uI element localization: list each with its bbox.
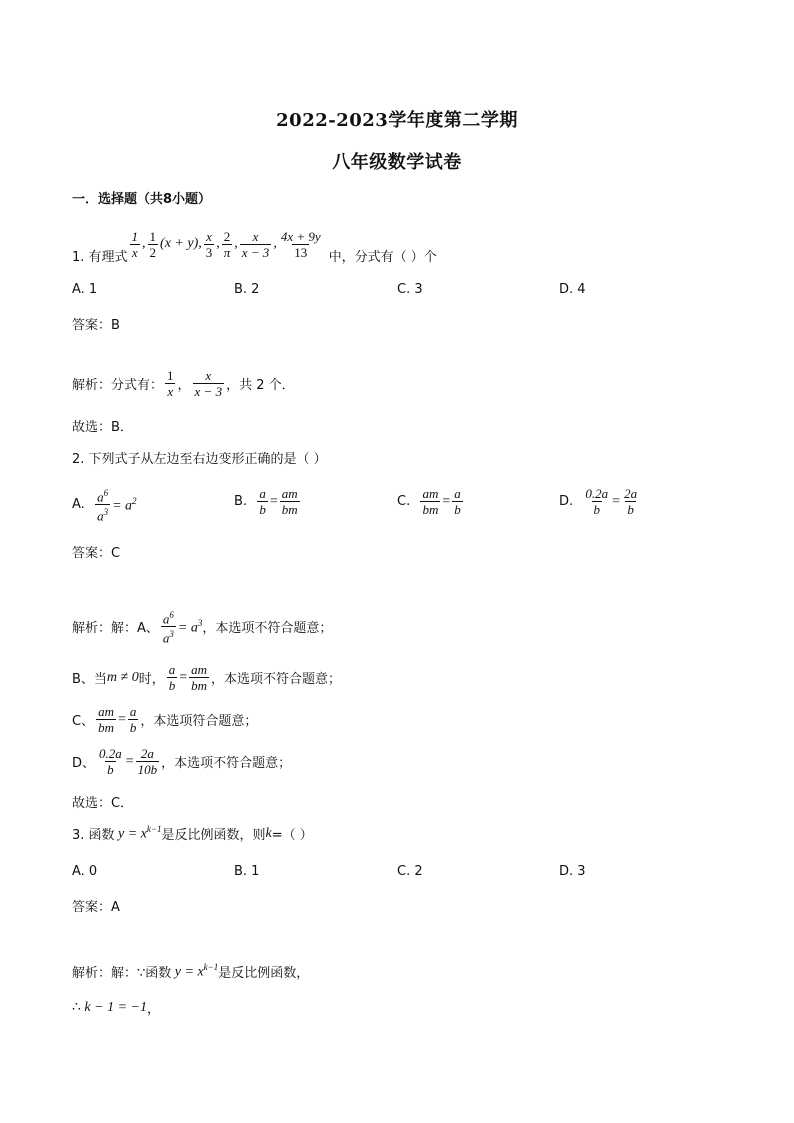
q2-analysis-a: 解析：解：A、 $\frac{a^6}{a^3}$ = $a^3$ ，本选项不符合题意； — [72, 610, 333, 646]
question-1-stem: 1. 有理式 $\frac{1}{x}$ , $\frac{1}{2}$ (x + y), $\frac{x}{3}$ , $\frac{2}{\pi}$ , $\frac{x}{x - 3}$ , $\frac{4x + 9y}{13}$ 中，分式有（ ）个 — [72, 228, 437, 265]
q2-analysis-d: D、 $\frac{0.2a}{b}$ = $\frac{2a}{10b}$ ，本选项不符合题意； — [72, 746, 292, 777]
q3-option-a[interactable]: A. 0 — [72, 864, 98, 879]
q1-option-d[interactable]: D. 4 — [559, 282, 586, 297]
math-fraction: $\frac{x}{3}$ — [205, 228, 213, 260]
math-fraction: $\frac{1}{x}$ — [131, 228, 139, 260]
math-fraction: $\frac{x}{x - 3}$ — [194, 368, 223, 399]
q3-option-c[interactable]: C. 2 — [397, 864, 423, 879]
q2-choose: 故选：C． — [72, 796, 134, 811]
q2-option-b[interactable]: B. $\frac{a}{b}$ = $\frac{am}{bm}$ — [234, 486, 298, 517]
q3-answer: 答案：A — [72, 900, 120, 915]
q3-therefore: ∴ k − 1 = −1 ， — [72, 999, 160, 1017]
q2-answer: 答案：C — [72, 546, 121, 561]
math-fraction: $\frac{1}{2}$ — [149, 228, 157, 260]
q2-analysis-c: C、 $\frac{am}{bm}$ = $\frac{a}{b}$ ，本选项符合题意； — [72, 704, 258, 735]
q1-option-a[interactable]: A. 1 — [72, 282, 98, 297]
q2-analysis-b: B、当 m ≠ 0 时， $\frac{a}{b}$ = $\frac{am}{bm}$ ，本选项不符合题意； — [72, 662, 342, 693]
q1-answer: 答案：B — [72, 318, 120, 333]
page-title: 2022-2023学年度第二学期 — [276, 110, 518, 131]
math-fraction: $\frac{1}{x}$ — [167, 368, 174, 399]
q3-option-b[interactable]: B. 1 — [234, 864, 260, 879]
q3-option-d[interactable]: D. 3 — [559, 864, 586, 879]
q1-option-b[interactable]: B. 2 — [234, 282, 260, 297]
q2-option-c[interactable]: C. $\frac{am}{bm}$ = $\frac{a}{b}$ — [397, 486, 461, 517]
question-2-stem: 2. 下列式子从左边至右边变形正确的是（ ） — [72, 452, 327, 467]
page-subtitle: 八年级数学试卷 — [332, 152, 462, 173]
q3-analysis: 解析：解：∵函数 $y = x^{k-1}$ 是反比例函数， — [72, 962, 310, 981]
q2-option-a[interactable]: A. $\frac{a^6}{a^3}$ = $a^2$ — [72, 488, 137, 524]
math-fraction: $\frac{x}{x - 3}$ — [241, 228, 270, 260]
q1-choose: 故选：B． — [72, 420, 133, 435]
q2-option-d[interactable]: D. $\frac{0.2a}{b}$ = $\frac{2a}{b}$ — [559, 486, 638, 517]
math-fraction: $\frac{4x + 9y}{13}$ — [280, 228, 321, 260]
q1-option-c[interactable]: C. 3 — [397, 282, 423, 297]
q1-analysis: 解析：分式有： $\frac{1}{x}$ ， $\frac{x}{x - 3}$ ，共 2 个． — [72, 368, 295, 399]
math-fraction: $\frac{2}{\pi}$ — [223, 228, 231, 260]
question-3-stem: 3. 函数 $y = x^{k-1}$ 是反比例函数，则 k =（ ） — [72, 824, 313, 843]
section-heading: 一．选择题（共8小题） — [72, 192, 212, 207]
